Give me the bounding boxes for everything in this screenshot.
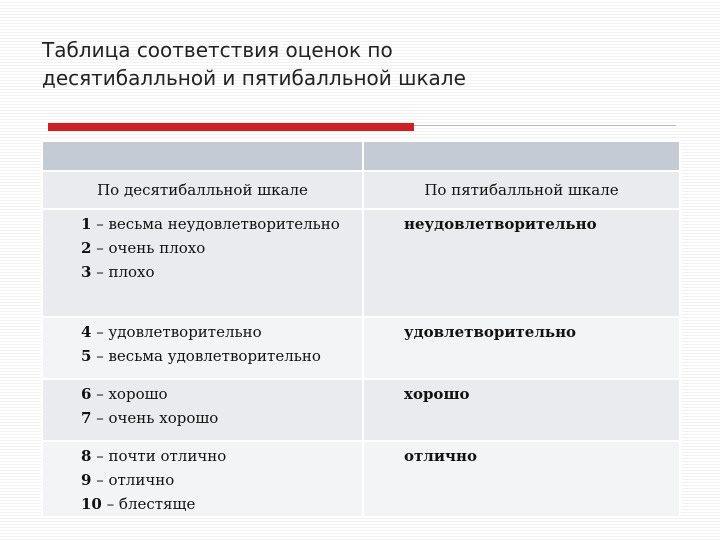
- grade-description: – удовлетворительно: [91, 323, 262, 341]
- grade-line: [81, 260, 356, 284]
- grade-description: – отлично: [91, 471, 175, 489]
- grade-description: – весьма неудовлетворительно: [91, 215, 340, 233]
- ten-point-cell: [42, 379, 363, 441]
- divider-line: [414, 125, 676, 126]
- grade-number: 4: [81, 323, 92, 341]
- table-row: [42, 209, 680, 317]
- table-top-band-cell: [42, 141, 363, 171]
- ten-point-cell: [42, 209, 363, 317]
- grade-line: [81, 236, 356, 260]
- grade-line: [81, 492, 356, 516]
- table-row: [42, 317, 680, 379]
- five-point-cell: неудовлетворительно: [363, 209, 680, 317]
- grade-description: – почти отлично: [91, 447, 227, 465]
- grade-description: – весьма удовлетворительно: [91, 347, 321, 365]
- grade-line: [81, 468, 356, 492]
- grade-number: 2: [81, 239, 92, 257]
- grade-description: – блестяще: [101, 495, 196, 513]
- ten-point-cell: [42, 317, 363, 379]
- slide-title: [42, 36, 682, 92]
- grade-number: 5: [81, 347, 92, 365]
- header-ten-point-scale: По десятибалльной шкале: [42, 171, 363, 209]
- grade-number: 3: [81, 263, 92, 281]
- grade-number: 9: [81, 471, 92, 489]
- grade-conversion-table: [41, 140, 681, 518]
- header-five-point-scale: По пятибалльной шкале: [363, 171, 680, 209]
- grade-number: 1: [81, 215, 92, 233]
- grade-line: [81, 320, 356, 344]
- grade-number: 6: [81, 385, 92, 403]
- five-point-cell: отлично: [363, 441, 680, 517]
- grade-line: [81, 212, 356, 236]
- grade-description: – хорошо: [91, 385, 168, 403]
- five-point-cell: хорошо: [363, 379, 680, 441]
- grade-number: 8: [81, 447, 92, 465]
- grade-number: 7: [81, 409, 92, 427]
- ten-point-cell: [42, 441, 363, 517]
- grade-number: 10: [81, 495, 102, 513]
- grade-description: – очень хорошо: [91, 409, 219, 427]
- slide-title-line-1: Таблица соответствия оценок по: [42, 38, 393, 62]
- table-top-band: [42, 141, 680, 171]
- grade-line: [81, 382, 356, 406]
- five-point-cell: удовлетворительно: [363, 317, 680, 379]
- table-header-row: [42, 171, 680, 209]
- grade-line: [81, 406, 356, 430]
- accent-bar: [48, 123, 414, 131]
- grade-description: – очень плохо: [91, 239, 206, 257]
- grade-line: [81, 344, 356, 368]
- slide-title-line-2: десятибалльной и пятибалльной шкале: [42, 66, 466, 90]
- table-row: [42, 441, 680, 517]
- grade-description: – плохо: [91, 263, 155, 281]
- table-row: [42, 379, 680, 441]
- grade-line: [81, 444, 356, 468]
- table-top-band-cell: [363, 141, 680, 171]
